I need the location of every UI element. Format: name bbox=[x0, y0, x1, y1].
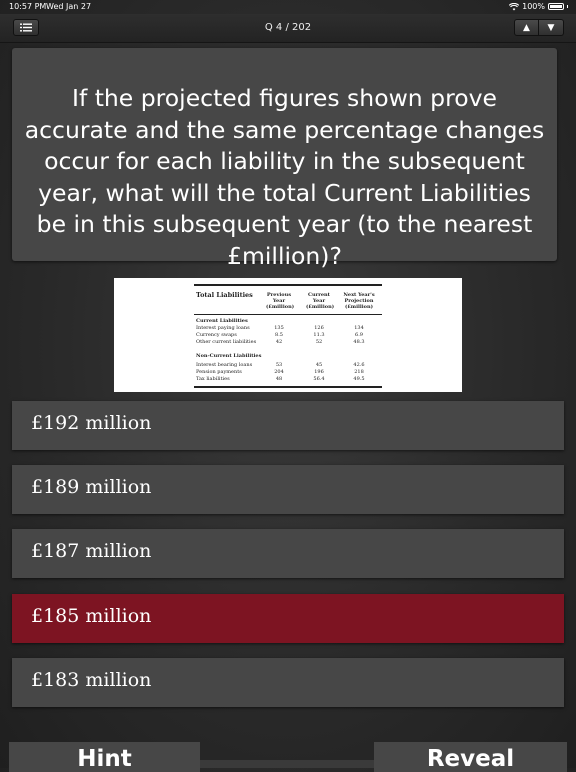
answer-option-2[interactable] bbox=[12, 465, 564, 514]
row-value: 48 bbox=[275, 376, 283, 382]
row-label: Tax liabilities bbox=[196, 376, 230, 382]
section-heading-non-current: Non-Current Liabilities bbox=[196, 353, 262, 359]
row-label: Pension payments bbox=[196, 369, 242, 375]
question-card bbox=[12, 48, 557, 270]
row-value: 42 bbox=[275, 339, 283, 345]
status-date: Wed Jan 27 bbox=[46, 2, 92, 11]
row-value: 6.9 bbox=[355, 332, 363, 338]
status-time: 10:57 PM bbox=[9, 2, 47, 11]
row-value: 48.3 bbox=[353, 339, 365, 345]
row-value: 49.5 bbox=[353, 376, 365, 382]
table-bottom-rule bbox=[194, 386, 382, 388]
row-value: 56.4 bbox=[313, 376, 325, 382]
row-value: 45 bbox=[315, 362, 323, 368]
table-top-rule bbox=[194, 284, 382, 286]
top-navbar bbox=[0, 14, 576, 43]
hint-label: Hint bbox=[77, 746, 132, 772]
row-value: 204 bbox=[274, 369, 284, 375]
answer-label: £187 million bbox=[31, 540, 152, 562]
row-value: 42.6 bbox=[353, 362, 365, 368]
answer-label: £185 million bbox=[31, 605, 152, 627]
question-text: If the projected figures shown prove accurate and the same percentage changes occur for each liability in the subsequent year, what will the total Current Liabilities be in this subsequent year (to the nearest £million)? bbox=[24, 84, 545, 270]
status-bar bbox=[0, 0, 576, 14]
wifi-icon bbox=[509, 3, 519, 11]
row-value: 134 bbox=[354, 325, 364, 331]
row-label: Interest paying loans bbox=[196, 325, 250, 331]
question-counter: Q 4 / 202 bbox=[264, 22, 312, 33]
answer-option-3[interactable] bbox=[12, 529, 564, 578]
status-right bbox=[509, 2, 568, 11]
up-arrow-icon: ▲ bbox=[523, 22, 530, 33]
col-header-current: Current Year (£million) bbox=[306, 292, 335, 310]
row-value: 8.5 bbox=[275, 332, 283, 338]
next-question-button[interactable] bbox=[539, 19, 564, 36]
col-header-previous: Previous Year (£million) bbox=[266, 292, 295, 310]
table-header-rule bbox=[194, 314, 382, 315]
answer-option-5[interactable] bbox=[12, 658, 564, 707]
table-title: Total Liabilities bbox=[196, 291, 253, 299]
row-value: 11.3 bbox=[313, 332, 325, 338]
battery-tip bbox=[567, 5, 568, 8]
down-arrow-icon: ▼ bbox=[547, 22, 555, 33]
answer-option-1[interactable] bbox=[12, 401, 564, 450]
col-header-projection: Next Year's Projection (£million) bbox=[343, 292, 375, 310]
answer-label: £189 million bbox=[31, 476, 152, 498]
row-value: 218 bbox=[354, 369, 364, 375]
bottom-divider bbox=[200, 760, 374, 768]
previous-question-button[interactable] bbox=[514, 19, 539, 36]
row-value: 52 bbox=[315, 339, 323, 345]
answer-label: £183 million bbox=[31, 669, 152, 691]
row-label: Interest bearing loans bbox=[196, 362, 253, 368]
row-value: 53 bbox=[275, 362, 283, 368]
question-nav-arrows bbox=[514, 19, 564, 36]
battery-icon bbox=[548, 3, 564, 10]
answer-option-4-selected[interactable] bbox=[12, 594, 564, 643]
row-label: Other current liabilities bbox=[196, 339, 257, 345]
answer-label: £192 million bbox=[31, 412, 152, 434]
row-value: 196 bbox=[314, 369, 324, 375]
reveal-label: Reveal bbox=[426, 746, 515, 772]
section-heading-current: Current Liabilities bbox=[196, 318, 248, 324]
battery-percent: 100% bbox=[522, 2, 545, 11]
row-value: 126 bbox=[314, 325, 324, 331]
row-label: Currency swaps bbox=[196, 332, 237, 338]
liabilities-table-image bbox=[114, 278, 462, 392]
row-value: 135 bbox=[274, 325, 284, 331]
